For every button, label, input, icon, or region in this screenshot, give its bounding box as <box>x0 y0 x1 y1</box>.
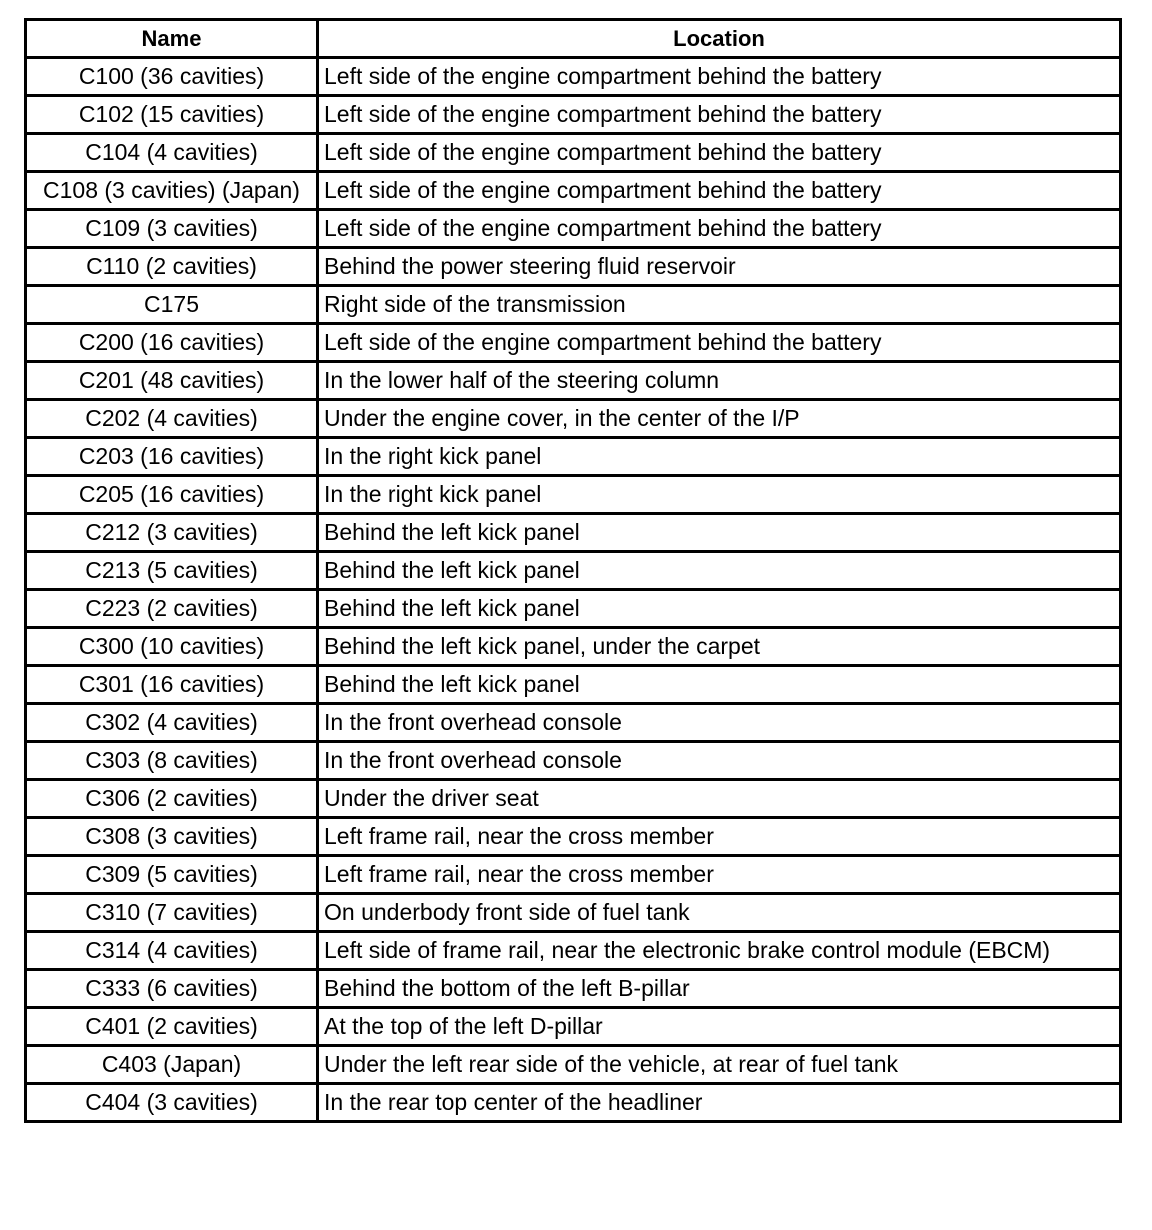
table-row <box>26 134 1121 172</box>
connector-name-cell: C201 (48 cavities) <box>26 362 318 400</box>
connector-name-cell: C203 (16 cavities) <box>26 438 318 476</box>
table-row <box>26 96 1121 134</box>
location-column-header: Location <box>318 20 1121 58</box>
location-cell: Left side of the engine compartment behind the battery <box>318 210 1121 248</box>
connector-name-cell: C175 <box>26 286 318 324</box>
connector-name-cell: C200 (16 cavities) <box>26 324 318 362</box>
table-row <box>26 400 1121 438</box>
table-row <box>26 248 1121 286</box>
location-cell: In the right kick panel <box>318 438 1121 476</box>
connector-name-cell: C310 (7 cavities) <box>26 894 318 932</box>
connector-name-cell: C202 (4 cavities) <box>26 400 318 438</box>
connector-name-cell: C213 (5 cavities) <box>26 552 318 590</box>
location-cell: On underbody front side of fuel tank <box>318 894 1121 932</box>
table-row <box>26 666 1121 704</box>
connector-name-cell: C404 (3 cavities) <box>26 1084 318 1122</box>
connector-name-cell: C314 (4 cavities) <box>26 932 318 970</box>
connector-name-cell: C303 (8 cavities) <box>26 742 318 780</box>
table-row <box>26 552 1121 590</box>
location-cell: Behind the left kick panel <box>318 552 1121 590</box>
location-cell: Left side of the engine compartment behind the battery <box>318 96 1121 134</box>
connector-name-cell: C401 (2 cavities) <box>26 1008 318 1046</box>
connector-name-cell: C104 (4 cavities) <box>26 134 318 172</box>
location-cell: In the front overhead console <box>318 742 1121 780</box>
name-column-header: Name <box>26 20 318 58</box>
connector-name-cell: C302 (4 cavities) <box>26 704 318 742</box>
connector-name-cell: C205 (16 cavities) <box>26 476 318 514</box>
connector-name-cell: C223 (2 cavities) <box>26 590 318 628</box>
connector-name-cell: C333 (6 cavities) <box>26 970 318 1008</box>
table-row <box>26 742 1121 780</box>
connector-name-cell: C308 (3 cavities) <box>26 818 318 856</box>
location-cell: Behind the bottom of the left B-pillar <box>318 970 1121 1008</box>
location-cell: Left side of the engine compartment behind the battery <box>318 58 1121 96</box>
table-row <box>26 628 1121 666</box>
table-row <box>26 1008 1121 1046</box>
location-cell: Right side of the transmission <box>318 286 1121 324</box>
connector-name-cell: C100 (36 cavities) <box>26 58 318 96</box>
connector-name-cell: C212 (3 cavities) <box>26 514 318 552</box>
table-row <box>26 172 1121 210</box>
table-row <box>26 324 1121 362</box>
location-cell: In the lower half of the steering column <box>318 362 1121 400</box>
location-cell: Behind the power steering fluid reservoir <box>318 248 1121 286</box>
location-cell: Left side of frame rail, near the electronic brake control module (EBCM) <box>318 932 1121 970</box>
location-cell: Under the driver seat <box>318 780 1121 818</box>
location-cell: At the top of the left D-pillar <box>318 1008 1121 1046</box>
table-row <box>26 1046 1121 1084</box>
connector-name-cell: C306 (2 cavities) <box>26 780 318 818</box>
location-cell: Under the engine cover, in the center of the I/P <box>318 400 1121 438</box>
location-cell: Left side of the engine compartment behind the battery <box>318 172 1121 210</box>
table-row <box>26 438 1121 476</box>
table-row <box>26 932 1121 970</box>
connector-name-cell: C108 (3 cavities) (Japan) <box>26 172 318 210</box>
location-cell: Behind the left kick panel <box>318 590 1121 628</box>
table-row <box>26 362 1121 400</box>
table-row <box>26 514 1121 552</box>
header-row <box>26 20 1121 58</box>
table-row <box>26 704 1121 742</box>
connector-name-cell: C110 (2 cavities) <box>26 248 318 286</box>
location-cell: In the front overhead console <box>318 704 1121 742</box>
location-cell: Left frame rail, near the cross member <box>318 856 1121 894</box>
table-row <box>26 286 1121 324</box>
table-row <box>26 590 1121 628</box>
table-row <box>26 894 1121 932</box>
connector-name-cell: C309 (5 cavities) <box>26 856 318 894</box>
connector-name-cell: C403 (Japan) <box>26 1046 318 1084</box>
table-row <box>26 970 1121 1008</box>
location-cell: Behind the left kick panel, under the carpet <box>318 628 1121 666</box>
connector-name-cell: C300 (10 cavities) <box>26 628 318 666</box>
table-row <box>26 476 1121 514</box>
table-row <box>26 58 1121 96</box>
location-cell: Behind the left kick panel <box>318 666 1121 704</box>
connector-name-cell: C109 (3 cavities) <box>26 210 318 248</box>
location-cell: Left side of the engine compartment behind the battery <box>318 134 1121 172</box>
connector-name-cell: C102 (15 cavities) <box>26 96 318 134</box>
location-cell: Under the left rear side of the vehicle, at rear of fuel tank <box>318 1046 1121 1084</box>
connector-name-cell: C301 (16 cavities) <box>26 666 318 704</box>
location-cell: Left side of the engine compartment behind the battery <box>318 324 1121 362</box>
table-row <box>26 818 1121 856</box>
table-row <box>26 210 1121 248</box>
table-row <box>26 1084 1121 1122</box>
location-cell: In the right kick panel <box>318 476 1121 514</box>
table-row <box>26 856 1121 894</box>
location-cell: Left frame rail, near the cross member <box>318 818 1121 856</box>
table-row <box>26 780 1121 818</box>
connector-location-table <box>24 18 1122 1123</box>
location-cell: Behind the left kick panel <box>318 514 1121 552</box>
location-cell: In the rear top center of the headliner <box>318 1084 1121 1122</box>
table-body <box>26 58 1121 1122</box>
